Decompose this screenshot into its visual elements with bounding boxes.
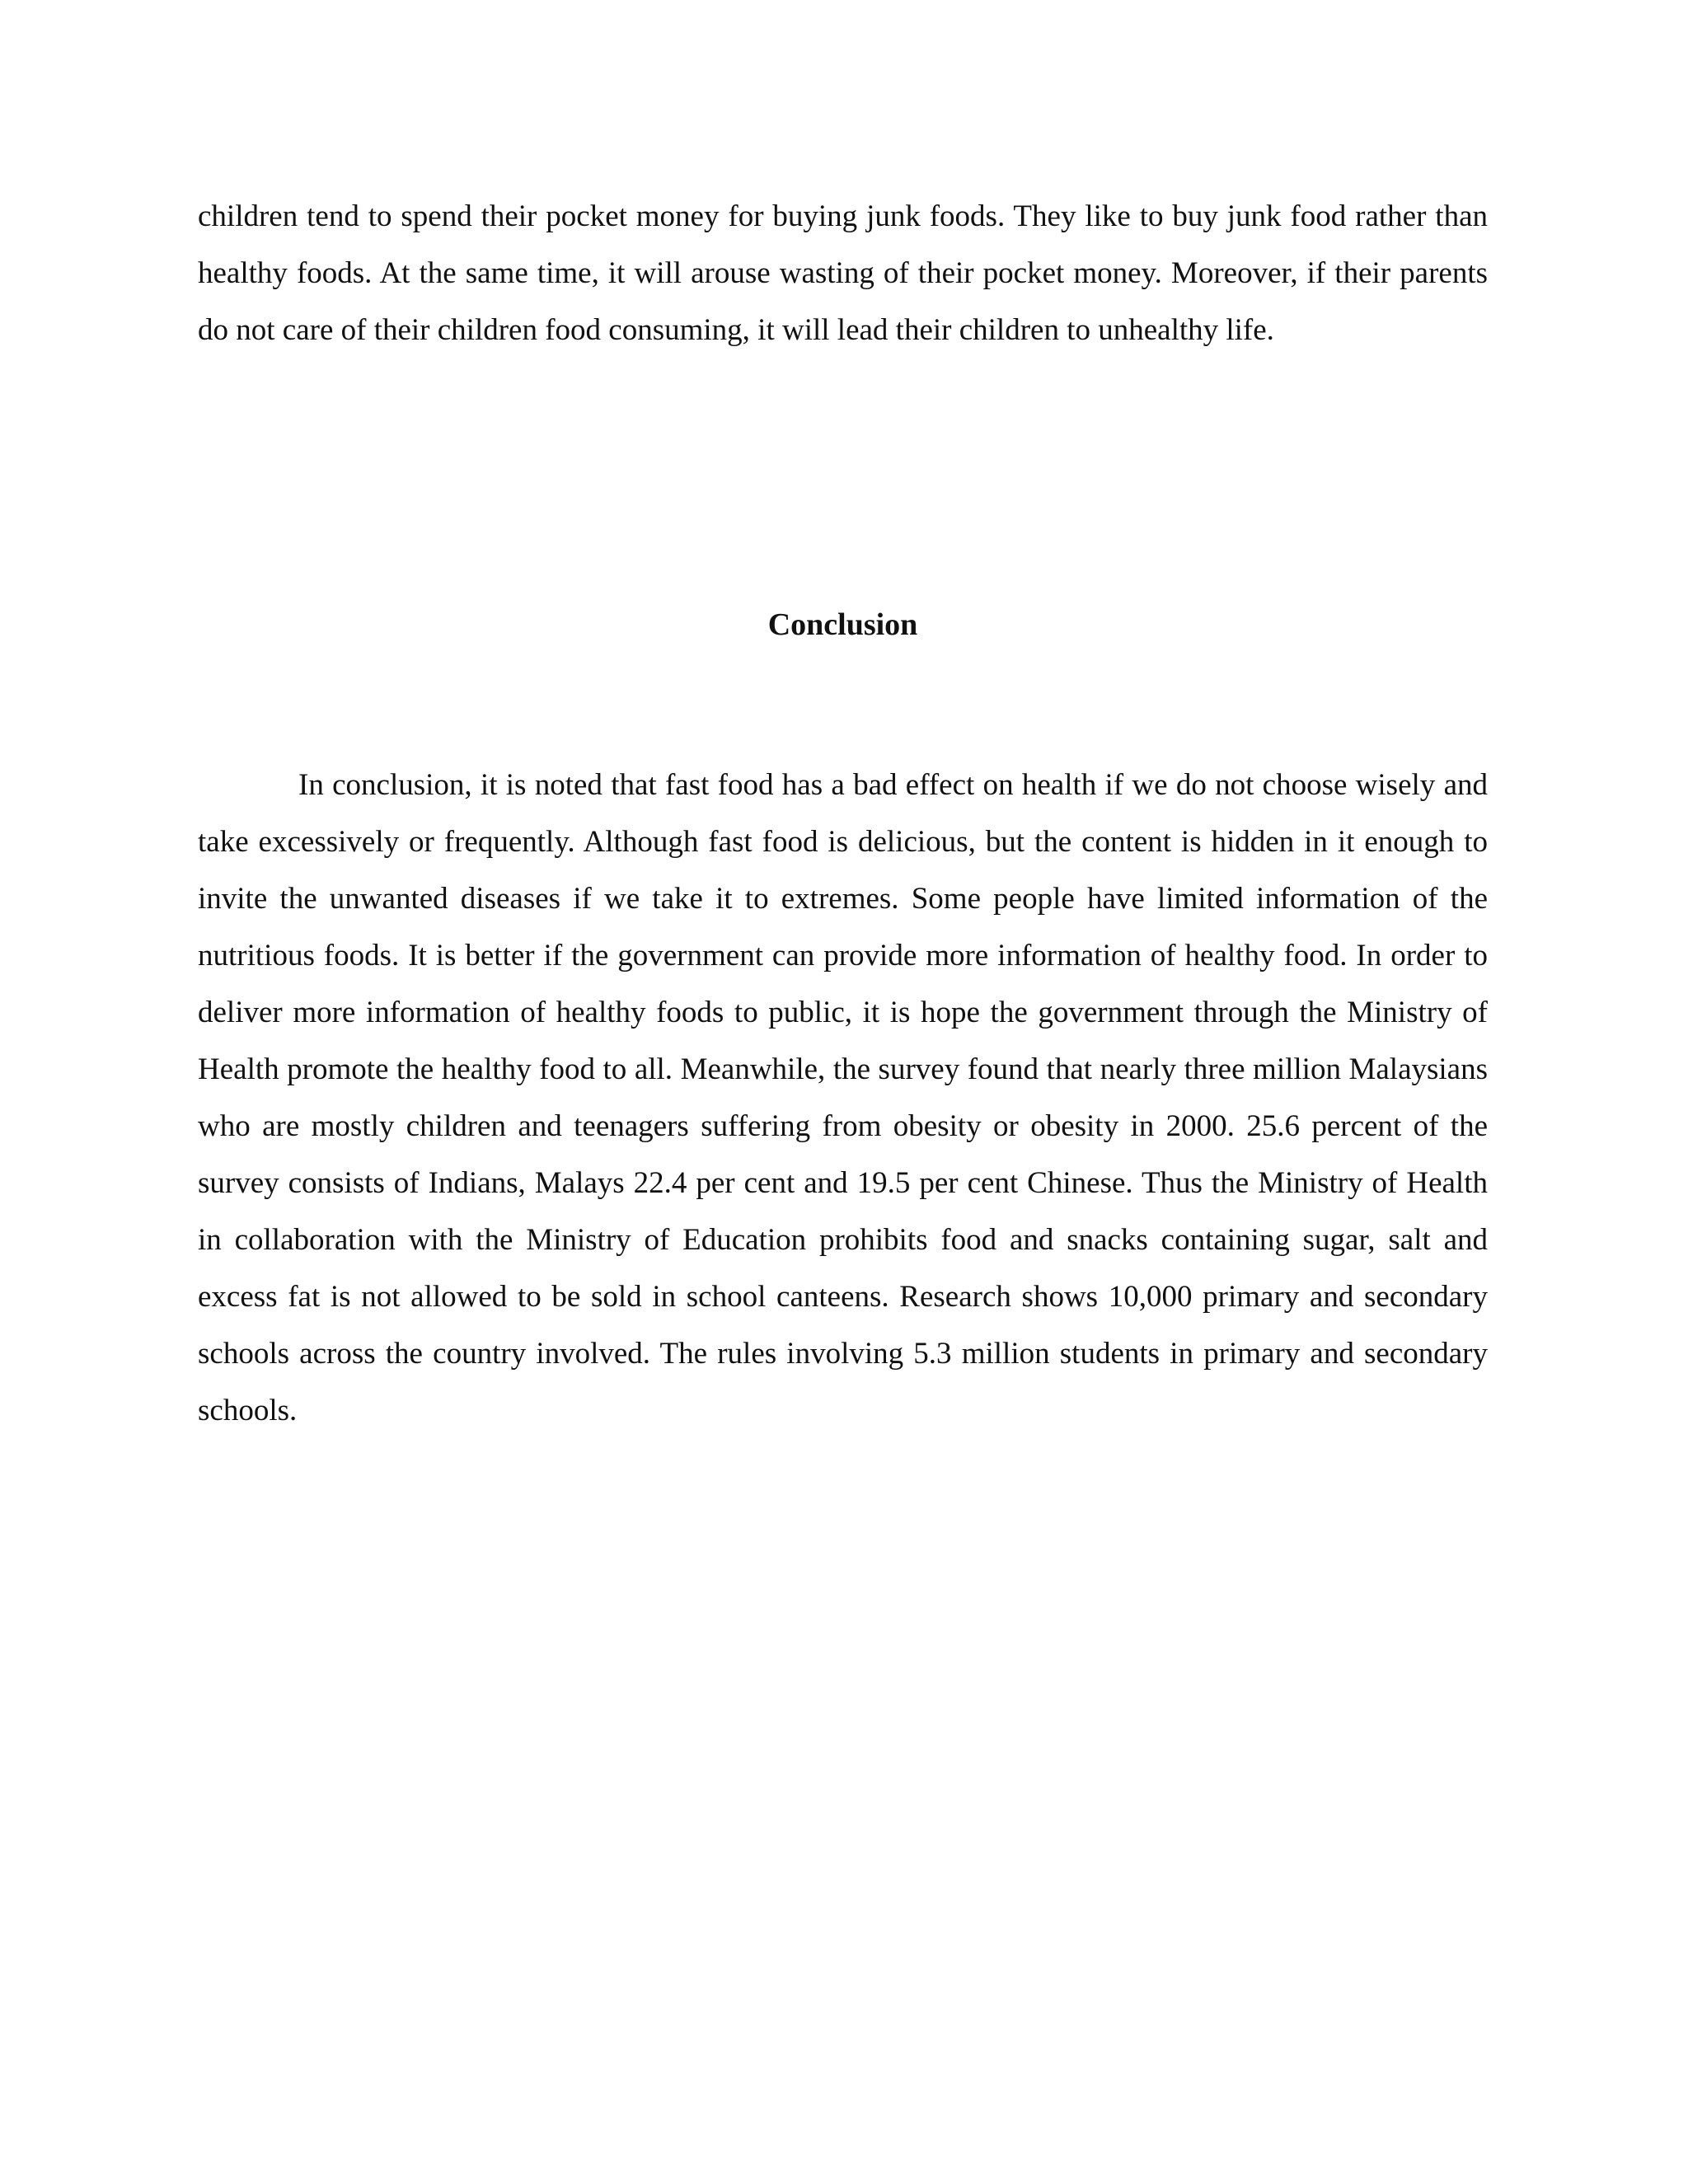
- section-heading-conclusion: Conclusion: [767, 607, 918, 642]
- conclusion-paragraph: In conclusion, it is noted that fast food has a bad effect on health if we do not choose wisely and take excessively or frequently. Although fast food is delicious, but the content is hidden in it enough to invite the unwanted diseases if we take it to extremes. Some people have limited information of the nutritious foods. It is better if the government can provide more information of healthy food. In order to deliver more information of healthy foods to public, it is hope the government through the Ministry of Health promote the healthy food to all. Meanwhile, the survey found that nearly three million Malaysians who are mostly children and teenagers suffering from obesity or obesity in 2000. 25.6 percent of the survey consists of Indians, Malays 22.4 per cent and 19.5 per cent Chinese. Thus the Ministry of Health in collaboration with the Ministry of Education prohibits food and snacks containing sugar, salt and excess fat is not allowed to be sold in school canteens. Research shows 10,000 primary and secondary schools across the country involved. The rules involving 5.3 million students in primary and secondary schools.: [198, 768, 1488, 1427]
- continued-paragraph: children tend to spend their pocket money for buying junk foods. They like to buy junk food rather than healthy foods. At the same time, it will arouse wasting of their pocket money. Moreover, if their parents do not care of their children food consuming, it will lead their children to unhealthy life.: [198, 199, 1488, 347]
